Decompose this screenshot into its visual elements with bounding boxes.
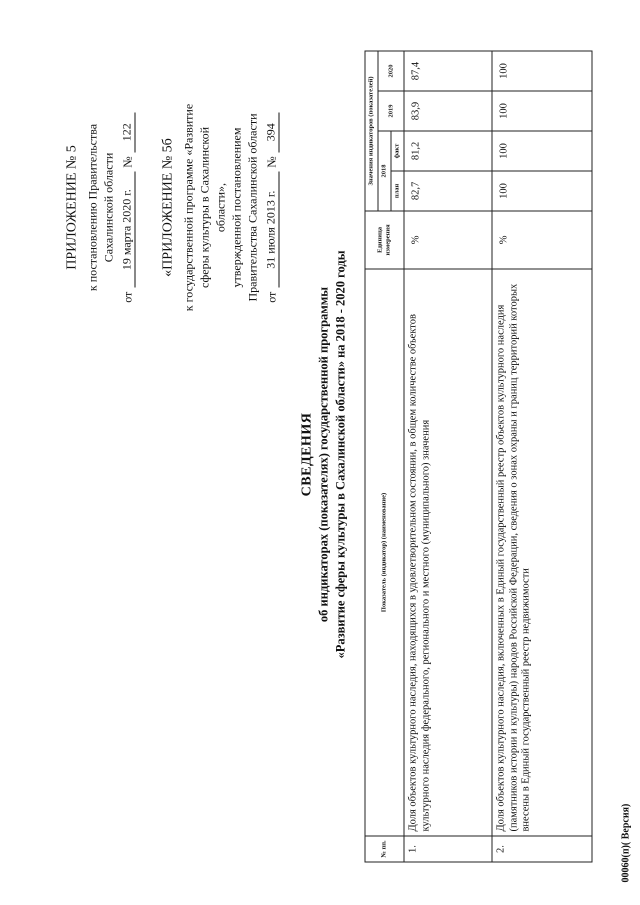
appendix-program-line3: утвержденной постановлением [229, 127, 244, 288]
header-unit: Единица измерения [365, 211, 404, 269]
row-indicator-name: Доля объектов культурного наследия, включенных в Единый государственный реестр объектов культурного наследия (памятников истории и культуры) народов Российской Федерации, сведения о зонах охраны и границ территорий которых внесены в Единый государственный реестр недвижимости [492, 269, 592, 836]
heading-line2: «Развитие сферы культуры в Сахалинской области» на 2018 - 2020 годы [333, 250, 348, 659]
appendix-program-from-label: от [264, 291, 279, 303]
row-plan-2018: 82,7 [404, 171, 492, 211]
header-values: Значения индикаторов (показателей) [365, 51, 378, 211]
heading-line1: об индикаторах (показателях) государственной программы [316, 286, 331, 623]
row-unit: % [492, 211, 592, 269]
indicators-table [365, 51, 593, 863]
rotated-content [1, 0, 640, 905]
appendix-decree-title: ПРИЛОЖЕНИЕ № 5 [64, 145, 80, 270]
header-plan: план [391, 171, 404, 211]
document-heading [299, 165, 350, 745]
header-no: № пп. [365, 836, 404, 862]
header-year-2020: 2020 [378, 51, 404, 91]
appendix-decree-date-row [119, 103, 136, 313]
indicators-table-wrap [365, 51, 593, 863]
header-name: Показатель (индикатор) (наименование) [365, 269, 404, 836]
row-indicator-name: Доля объектов культурного наследия, находящихся в удовлетворительном состоянии, в общем количестве объектов культурного наследия федерального, регионального и местного (муниципального) значения [404, 269, 492, 836]
appendix-program-title: «ПРИЛОЖЕНИЕ № 5б [160, 138, 176, 277]
row-value-2019: 100 [492, 91, 592, 131]
heading-title: СВЕДЕНИЯ [299, 412, 315, 497]
row-fact-2018: 81,2 [404, 131, 492, 171]
appendix-program-block [161, 103, 280, 313]
table-header-row-1 [365, 51, 378, 862]
appendix-decree-no-label: № [120, 156, 135, 168]
appendix-decree-block [65, 103, 136, 313]
document-version-footer: 00060(п)( Версия) [620, 803, 632, 883]
appendix-program-no-label: № [264, 156, 279, 168]
row-number: 2. [492, 836, 592, 862]
row-unit: % [404, 211, 492, 269]
row-number: 1. [404, 836, 492, 862]
row-fact-2018: 100 [492, 131, 592, 171]
row-value-2020: 100 [492, 51, 592, 91]
appendix-decree-line2: Сахалинской области [101, 152, 116, 263]
header-year-2018: 2018 [378, 131, 391, 211]
appendix-program-number: 394 [263, 112, 280, 152]
header-year-2019: 2019 [378, 91, 404, 131]
appendix-program-line1: к государственной программе «Развитие [181, 103, 196, 312]
row-plan-2018: 100 [492, 171, 592, 211]
appendix-decree-number: 122 [119, 112, 136, 152]
appendix-decree-date: 19 марта 2020 г. [119, 172, 136, 288]
row-value-2020: 87,4 [404, 51, 492, 91]
row-value-2019: 83,9 [404, 91, 492, 131]
appendix-program-line2: сферы культуры в Сахалинской области», [197, 127, 228, 288]
appendix-decree-line1: к постановлению Правительства [85, 123, 100, 292]
appendix-program-date: 31 июля 2013 г. [263, 172, 280, 288]
table-row [492, 51, 592, 862]
table-row [404, 51, 492, 862]
appendix-decree-from-label: от [120, 291, 135, 303]
appendix-program-date-row [263, 103, 280, 313]
appendix-program-line4: Правительства Сахалинской области [245, 113, 260, 302]
header-fact: факт [391, 131, 404, 171]
